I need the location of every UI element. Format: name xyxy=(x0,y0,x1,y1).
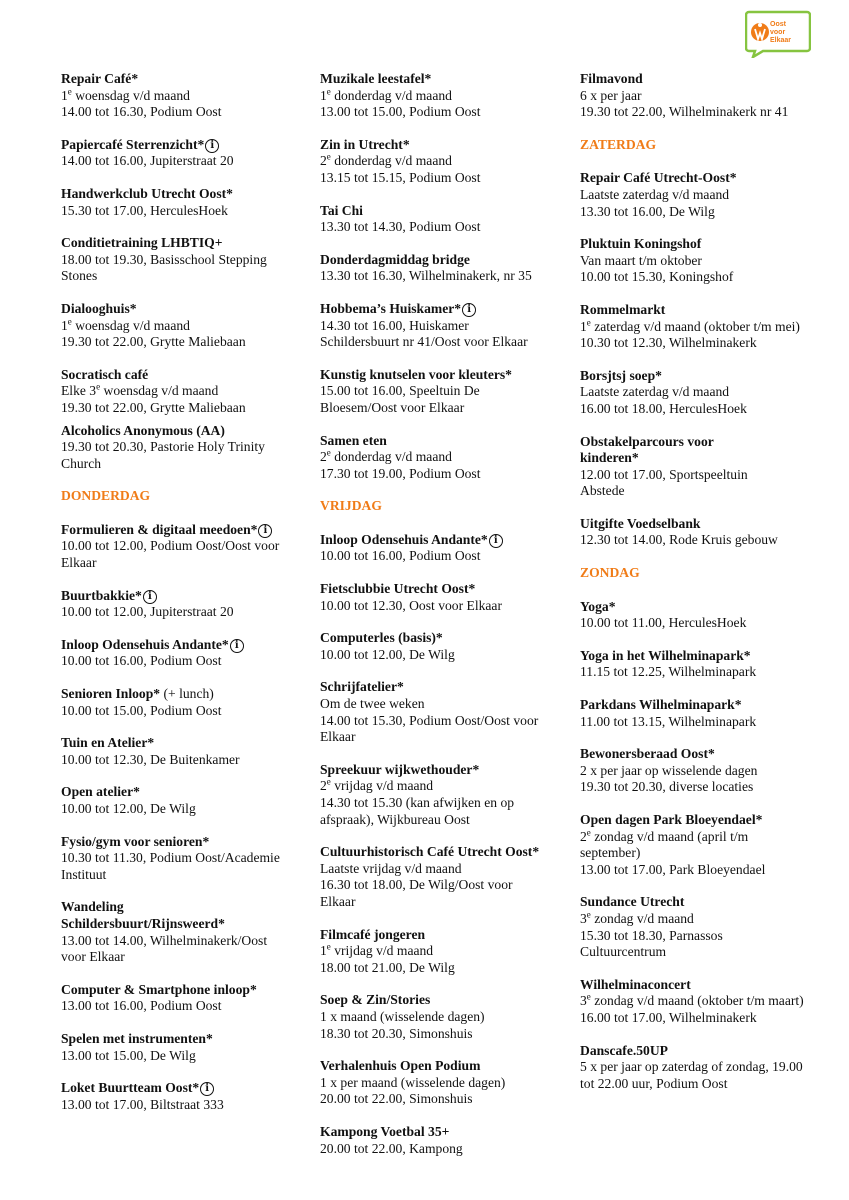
info-icon: i xyxy=(258,524,272,538)
activity-title-text: Soep & Zin/Stories xyxy=(320,992,431,1008)
activity-detail: tot 22.00 uur, Podium Oost xyxy=(580,1075,728,1091)
activity-detail: 10.00 tot 12.00, De Wilg xyxy=(320,646,455,662)
activity-entry xyxy=(580,236,830,286)
activity-title xyxy=(61,637,301,654)
activity-detail: 10.30 tot 12.30, Wilhelminakerk xyxy=(580,335,757,351)
activity-entry xyxy=(320,1124,570,1157)
activity-title xyxy=(320,679,570,696)
activity-title-text: Uitgifte Voedselbank xyxy=(580,515,701,531)
activity-entry xyxy=(61,1080,301,1113)
logo-line-1: Oost xyxy=(770,21,786,28)
activity-entry xyxy=(320,203,570,236)
activity-detail: 18.00 tot 21.00, De Wilg xyxy=(320,959,455,975)
activity-detail: 11.15 tot 12.25, Wilhelminapark xyxy=(580,664,757,680)
activity-title xyxy=(320,1058,570,1075)
activity-detail: 16.00 tot 17.00, Wilhelminakerk xyxy=(580,1009,757,1025)
activity-detail: Elkaar xyxy=(320,893,356,909)
activity-title-text: Danscafe.50UP xyxy=(580,1042,668,1058)
activity-title xyxy=(320,1124,570,1141)
info-icon: i xyxy=(489,534,503,548)
activity-entry xyxy=(61,186,301,219)
activity-detail: Instituut xyxy=(61,866,107,882)
activity-detail: 1 x maand (wisselende dagen) xyxy=(320,1008,485,1024)
activity-title xyxy=(580,648,830,665)
activity-detail: 10.30 tot 11.30, Podium Oost/Academie xyxy=(61,850,280,866)
activity-title xyxy=(320,581,570,598)
activity-title xyxy=(580,812,830,829)
activity-entry xyxy=(580,71,830,121)
activity-title xyxy=(61,301,301,318)
activity-entry xyxy=(320,927,570,977)
activity-detail: 13.00 tot 17.00, Biltstraat 333 xyxy=(61,1096,224,1112)
activity-entry xyxy=(580,1043,830,1093)
activity-entry xyxy=(580,812,830,878)
activity-detail: 1 x per maand (wisselende dagen) xyxy=(320,1074,506,1090)
activity-entry xyxy=(61,982,301,1015)
activity-title-text: Open atelier* xyxy=(61,784,140,800)
activity-title xyxy=(320,532,570,549)
activity-title-text: Kunstig knutselen voor kleuters* xyxy=(320,366,512,382)
activity-detail: Schildersbuurt nr 41/Oost voor Elkaar xyxy=(320,334,528,350)
activity-title-text: Papiercafé Sterrenzicht* xyxy=(61,136,205,152)
info-icon: i xyxy=(200,1082,214,1096)
activity-title-text: Donderdagmiddag bridge xyxy=(320,251,470,267)
activity-detail: Om de twee weken xyxy=(320,696,425,712)
activity-title xyxy=(320,367,570,384)
activity-title xyxy=(61,686,301,703)
activity-title-text: Loket Buurtteam Oost* xyxy=(61,1080,200,1096)
activity-entry xyxy=(61,367,301,417)
activity-detail: 10.00 tot 11.00, HerculesHoek xyxy=(580,615,747,631)
activity-detail: 1e vrijdag v/d maand xyxy=(320,941,434,959)
activity-title xyxy=(320,301,570,318)
info-icon: i xyxy=(205,139,219,153)
activity-title-text: Inloop Odensehuis Andante* xyxy=(61,636,229,652)
activity-detail: 19.30 tot 22.00, Grytte Maliebaan xyxy=(61,334,246,350)
activity-detail: Elke 3e woensdag v/d maand xyxy=(61,381,219,399)
activity-entry xyxy=(580,648,830,681)
activity-title-text: Spreekuur wijkwethouder* xyxy=(320,761,480,777)
activity-title-text: Spelen met instrumenten* xyxy=(61,1030,213,1046)
activity-title-text: Open dagen Park Bloeyendael* xyxy=(580,812,763,827)
day-heading: VRIJDAG xyxy=(320,498,382,514)
activity-title-text: Computerles (basis)* xyxy=(320,630,443,646)
activity-title xyxy=(61,834,301,851)
activity-detail: 12.00 tot 17.00, Sportspeeltuin xyxy=(580,466,748,482)
info-icon: i xyxy=(143,590,157,604)
activity-detail: voor Elkaar xyxy=(61,949,125,965)
activity-entry xyxy=(320,679,570,745)
activity-title-text: Conditietraining LHBTIQ+ xyxy=(61,235,223,251)
activity-title xyxy=(61,137,301,154)
activity-detail: 13.30 tot 16.30, Wilhelminakerk, nr 35 xyxy=(320,268,532,284)
activity-title-text: Filmcafé jongeren xyxy=(320,926,426,942)
activity-title xyxy=(580,368,830,385)
activity-title xyxy=(61,735,301,752)
activity-detail: 1e zaterdag v/d maand (oktober t/m mei) xyxy=(580,317,800,334)
activity-detail: Van maart t/m oktober xyxy=(580,252,702,268)
logo-line-2: voor xyxy=(770,29,786,36)
activity-detail: 19.30 tot 20.30, diverse locaties xyxy=(580,779,754,795)
activity-detail: 13.00 tot 14.00, Wilhelminakerk/Oost xyxy=(61,932,268,948)
activity-entry xyxy=(580,516,830,549)
activity-detail: 1e woensdag v/d maand xyxy=(61,316,190,333)
activity-title-text: Cultuurhistorisch Café Utrecht Oost* xyxy=(320,844,540,860)
activity-entry xyxy=(61,899,301,965)
activity-entry xyxy=(61,137,301,170)
day-heading: ZATERDAG xyxy=(580,136,657,152)
activity-title-text: Filmavond xyxy=(580,71,643,86)
activity-entry xyxy=(61,522,301,572)
activity-detail: 13.15 tot 15.15, Podium Oost xyxy=(320,169,481,185)
activity-detail: 20.00 tot 22.00, Kampong xyxy=(320,1140,463,1156)
activity-title xyxy=(320,927,570,944)
activity-detail: 14.00 tot 15.30, Podium Oost/Oost voor xyxy=(320,712,539,728)
activity-detail: 2e donderdag v/d maand xyxy=(320,447,452,465)
activity-detail: 13.30 tot 14.30, Podium Oost xyxy=(320,219,481,235)
activity-detail: 10.00 tot 12.00, Podium Oost/Oost voor xyxy=(61,538,280,554)
activity-title xyxy=(320,844,570,861)
logo-line-3: Elkaar xyxy=(770,37,792,44)
activity-entry xyxy=(320,630,570,663)
activity-detail: 1e woensdag v/d maand xyxy=(61,86,190,103)
activity-title-text: Computer & Smartphone inloop* xyxy=(61,981,257,997)
activity-entry xyxy=(61,1031,301,1064)
activity-title-text: Inloop Odensehuis Andante* xyxy=(320,531,488,547)
activity-detail: 2 x per jaar op wisselende dagen xyxy=(580,762,758,778)
activity-title-text: Fysio/gym voor senioren* xyxy=(61,833,210,849)
activity-detail: 19.30 tot 20.30, Pastorie Holy Trinity xyxy=(61,439,265,455)
activity-detail: 14.30 tot 16.00, Huiskamer xyxy=(320,317,469,333)
info-icon: i xyxy=(230,639,244,653)
activity-title-text: Obstakelparcours voor xyxy=(580,433,714,449)
activity-title-text: Alcoholics Anonymous (AA) xyxy=(61,422,225,438)
activity-title xyxy=(61,235,301,252)
activity-entry xyxy=(320,301,570,351)
activity-detail: 3e zondag v/d maand xyxy=(580,909,694,926)
activity-title-text: Yoga* xyxy=(580,598,616,614)
activity-detail: 12.30 tot 14.00, Rode Kruis gebouw xyxy=(580,532,778,548)
activity-title xyxy=(320,992,570,1009)
schedule-column-2 xyxy=(320,71,570,1173)
activity-detail: september) xyxy=(580,845,641,861)
activity-title xyxy=(61,186,301,203)
activity-title xyxy=(320,137,570,154)
activity-detail: Laatste zaterdag v/d maand xyxy=(580,384,730,400)
activity-title-text: Tuin en Atelier* xyxy=(61,735,155,751)
activity-title xyxy=(580,746,830,763)
activity-detail: 1e donderdag v/d maand xyxy=(320,86,452,103)
activity-title-text: Dialooghuis* xyxy=(61,300,137,316)
activity-detail: 15.30 tot 18.30, Parnassos xyxy=(580,927,723,943)
activity-title-text: Kampong Voetbal 35+ xyxy=(320,1123,450,1139)
activity-title xyxy=(320,252,570,269)
activity-entry xyxy=(580,894,830,960)
activity-title xyxy=(61,588,301,605)
activity-title-text: Socratisch café xyxy=(61,366,149,382)
activity-entry xyxy=(320,992,570,1042)
activity-title-text: Repair Café* xyxy=(61,71,139,86)
day-heading: ZONDAG xyxy=(580,565,640,581)
activity-detail: 6 x per jaar xyxy=(580,87,642,103)
activity-title xyxy=(580,302,830,319)
activity-detail: 14.00 tot 16.30, Podium Oost xyxy=(61,104,222,120)
activity-entry xyxy=(320,581,570,614)
activity-detail: 14.00 tot 16.00, Jupiterstraat 20 xyxy=(61,153,234,169)
activity-title-text: Verhalenhuis Open Podium xyxy=(320,1058,481,1074)
activity-entry xyxy=(580,746,830,796)
activity-title xyxy=(320,433,570,450)
activity-title xyxy=(580,236,830,253)
activity-detail: 18.30 tot 20.30, Simonshuis xyxy=(320,1025,473,1041)
activity-entry xyxy=(61,784,301,817)
activity-entry xyxy=(61,686,301,719)
activity-title-text: Wilhelminaconcert xyxy=(580,976,691,992)
activity-title-text: Tai Chi xyxy=(320,202,363,218)
activity-detail: Bloesem/Oost voor Elkaar xyxy=(320,399,465,415)
oost-voor-elkaar-logo xyxy=(745,10,811,58)
activity-detail: 16.00 tot 18.00, HerculesHoek xyxy=(580,400,747,416)
activity-title-text: Buurtbakkie* xyxy=(61,587,142,603)
activity-detail: 10.00 tot 12.30, De Buitenkamer xyxy=(61,751,240,767)
activity-title xyxy=(580,697,830,714)
activity-title-text: Bewonersberaad Oost* xyxy=(580,746,715,762)
activity-title-text: Wandeling xyxy=(61,899,124,915)
activity-detail: 10.00 tot 15.00, Podium Oost xyxy=(61,702,222,718)
day-heading: DONDERDAG xyxy=(61,488,151,504)
activity-title-text: Hobbema’s Huiskamer* xyxy=(320,300,462,316)
activity-title xyxy=(61,1080,301,1097)
activity-entry xyxy=(320,532,570,565)
activity-entry xyxy=(320,367,570,417)
activity-detail: 10.00 tot 16.00, Podium Oost xyxy=(320,548,481,564)
activity-entry xyxy=(61,235,301,285)
activity-detail: 15.00 tot 16.00, Speeltuin De xyxy=(320,383,480,399)
activity-detail: 13.00 tot 15.00, De Wilg xyxy=(61,1047,196,1063)
activity-entry xyxy=(320,762,570,828)
activity-title xyxy=(580,894,830,911)
activity-detail: 18.00 tot 19.30, Basisschool Stepping xyxy=(61,251,267,267)
activity-detail: 10.00 tot 15.30, Koningshof xyxy=(580,269,734,285)
activity-detail: 3e zondag v/d maand (oktober t/m maart) xyxy=(580,991,804,1009)
activity-detail: 10.00 tot 12.00, Jupiterstraat 20 xyxy=(61,604,234,620)
activity-title xyxy=(580,516,830,533)
activity-entry xyxy=(580,302,830,352)
activity-entry xyxy=(580,368,830,418)
activity-detail: 13.30 tot 16.00, De Wilg xyxy=(580,203,715,219)
activity-entry xyxy=(61,588,301,621)
activity-entry xyxy=(61,71,301,121)
activity-title-text: Repair Café Utrecht-Oost* xyxy=(580,170,737,186)
activity-title-text: Zin in Utrecht* xyxy=(320,136,410,152)
activity-title-text: Formulieren & digitaal meedoen* xyxy=(61,521,258,537)
activity-entry xyxy=(61,637,301,670)
activity-detail: 16.30 tot 18.00, De Wilg/Oost voor xyxy=(320,877,513,893)
activity-detail: 10.00 tot 12.00, De Wilg xyxy=(61,801,196,816)
activity-title xyxy=(61,784,301,801)
activity-entry xyxy=(61,834,301,884)
activity-entry xyxy=(320,71,570,121)
activity-title xyxy=(61,522,301,539)
activity-detail: 2e zondag v/d maand (april t/m xyxy=(580,827,749,844)
activity-entry xyxy=(320,137,570,187)
activity-title xyxy=(320,71,570,88)
activity-title xyxy=(61,423,301,440)
activity-detail: afspraak), Wijkbureau Oost xyxy=(320,811,470,827)
activity-title-text: Fietsclubbie Utrecht Oost* xyxy=(320,581,476,597)
activity-detail: 13.00 tot 15.00, Podium Oost xyxy=(320,104,481,120)
activity-entry xyxy=(320,1058,570,1108)
activity-title xyxy=(61,1031,301,1048)
activity-detail: 5 x per jaar op zaterdag of zondag, 19.00 xyxy=(580,1059,803,1075)
activity-detail: 11.00 tot 13.15, Wilhelminapark xyxy=(580,713,757,729)
activity-detail: 10.00 tot 12.30, Oost voor Elkaar xyxy=(320,597,502,613)
activity-detail: Elkaar xyxy=(61,555,97,571)
activity-detail: 13.00 tot 17.00, Park Bloeyendael xyxy=(580,861,766,877)
activity-detail: 20.00 tot 22.00, Simonshuis xyxy=(320,1091,473,1107)
activity-title-text: Borsjtsj soep* xyxy=(580,367,662,383)
schedule-column-1 xyxy=(61,71,301,1129)
activity-title xyxy=(580,1043,830,1060)
activity-detail: 10.00 tot 16.00, Podium Oost xyxy=(61,653,222,669)
activity-entry xyxy=(320,252,570,285)
activity-detail: Laatste vrijdag v/d maand xyxy=(320,860,462,876)
activity-entry xyxy=(580,434,830,500)
activity-title xyxy=(320,203,570,220)
activity-title-text: Pluktuin Koningshof xyxy=(580,236,702,252)
activity-title xyxy=(320,762,570,779)
activity-title xyxy=(61,71,301,88)
activity-detail: Church xyxy=(61,455,102,471)
activity-title xyxy=(320,630,570,647)
activity-title xyxy=(61,982,301,999)
activity-entry xyxy=(580,977,830,1027)
activity-detail: 2e vrijdag v/d maand xyxy=(320,776,434,794)
activity-entry xyxy=(580,170,830,220)
activity-detail: 13.00 tot 16.00, Podium Oost xyxy=(61,998,222,1014)
activity-entry xyxy=(61,301,301,351)
activity-title-text: Schrijfatelier* xyxy=(320,679,404,695)
activity-detail: Elkaar xyxy=(320,729,356,745)
activity-title xyxy=(61,899,301,916)
activity-title-text: Handwerkclub Utrecht Oost* xyxy=(61,185,233,201)
activity-detail: 19.30 tot 22.00, Wilhelminakerk nr 41 xyxy=(580,104,789,120)
activity-detail: 15.30 tot 17.00, HerculesHoek xyxy=(61,202,228,218)
activity-entry xyxy=(580,697,830,730)
activity-title-text: Muzikale leestafel* xyxy=(320,71,432,86)
activity-detail: 14.30 tot 15.30 (kan afwijken en op xyxy=(320,795,515,810)
activity-title-text: Samen eten xyxy=(320,432,387,448)
activity-entry xyxy=(61,735,301,768)
activity-entry xyxy=(61,423,301,473)
activity-detail: Cultuurcentrum xyxy=(580,944,667,960)
activity-entry xyxy=(320,433,570,483)
activity-title-text: Sundance Utrecht xyxy=(580,894,685,910)
activity-title-text: Parkdans Wilhelminapark* xyxy=(580,697,742,713)
schedule-column-3 xyxy=(580,71,830,1108)
activity-title xyxy=(580,434,830,451)
activity-detail: Laatste zaterdag v/d maand xyxy=(580,186,730,202)
activity-detail: 19.30 tot 22.00, Grytte Maliebaan xyxy=(61,399,246,415)
activity-title xyxy=(580,977,830,994)
activity-title-cont: kinderen* xyxy=(580,450,639,466)
activity-title-text: Yoga in het Wilhelminapark* xyxy=(580,647,751,663)
activity-title-text: Rommelmarkt xyxy=(580,301,666,317)
activity-entry xyxy=(320,844,570,910)
activity-title-cont: Schildersbuurt/Rijnsweerd* xyxy=(61,915,225,931)
activity-title xyxy=(580,71,830,88)
activity-title xyxy=(580,170,830,187)
activity-detail: 2e donderdag v/d maand xyxy=(320,151,452,169)
info-icon: i xyxy=(462,303,476,317)
activity-title-text: Senioren Inloop* xyxy=(61,686,161,702)
activity-note: (+ lunch) xyxy=(160,686,214,702)
activity-detail: 17.30 tot 19.00, Podium Oost xyxy=(320,465,481,481)
activity-detail: Abstede xyxy=(580,483,625,499)
activity-entry xyxy=(580,599,830,632)
activity-detail: Stones xyxy=(61,268,98,284)
activity-title xyxy=(580,599,830,616)
